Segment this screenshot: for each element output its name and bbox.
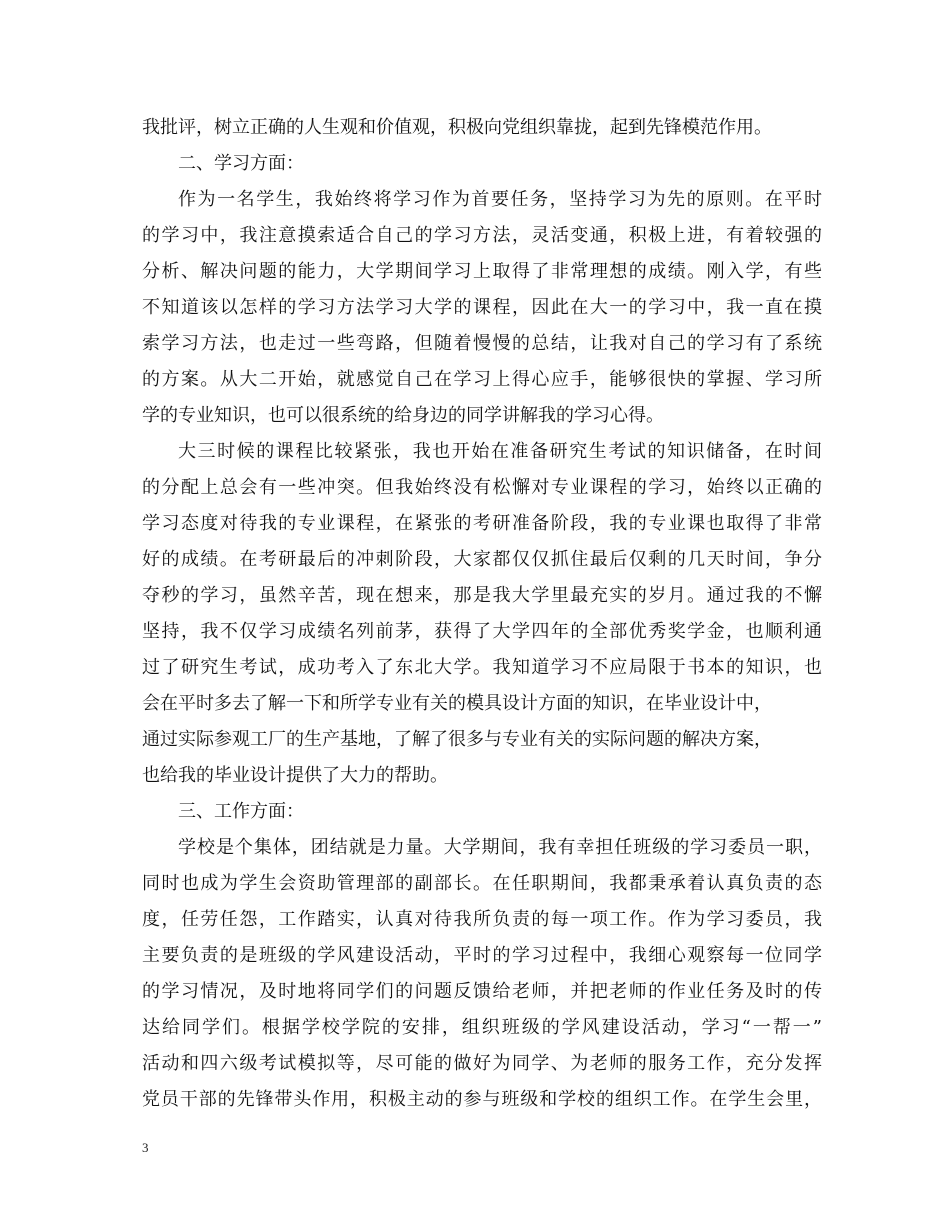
text-line: 的方案。从大二开始，就感觉自己在学习上得心应手，能够很快的掌握、学习所 (142, 369, 822, 390)
text-line: 学校是个集体，团结就是力量。大学期间，我有幸担任班级的学习委员一职， (178, 837, 822, 858)
text-line: 的分配上总会有一些冲突。但我始终没有松懈对专业课程的学习，始终以正确的 (142, 477, 822, 498)
text-line: 学习态度对待我的专业课程，在紧张的考研准备阶段，我的专业课也取得了非常 (142, 513, 822, 534)
section-heading-work: 三、工作方面： (178, 801, 304, 822)
text-line: 达给同学们。根据学校学院的安排，组织班级的学风建设活动，学习“一帮一” (142, 1017, 822, 1038)
text-line: 不知道该以怎样的学习方法学习大学的课程，因此在大一的学习中，我一直在摸 (142, 297, 822, 318)
text-line: 大三时候的课程比较紧张，我也开始在准备研究生考试的知识储备，在时间 (178, 441, 822, 462)
text-line: 学的专业知识，也可以很系统的给身边的同学讲解我的学习心得。 (142, 405, 664, 426)
section-heading-study: 二、学习方面： (178, 153, 304, 174)
text-line: 坚持，我不仅学习成绩名列前茅，获得了大学四年的全部优秀奖学金，也顺利通 (142, 621, 822, 642)
text-line: 的学习情况，及时地将同学们的问题反馈给老师，并把老师的作业任务及时的传 (142, 981, 822, 1002)
text-line: 同时也成为学生会资助管理部的副部长。在任职期间，我都秉承着认真负责的态 (142, 873, 822, 894)
text-line: 党员干部的先锋带头作用，积极主动的参与班级和学校的组织工作。在学生会里， (142, 1089, 822, 1110)
text-line: 作为一名学生，我始终将学习作为首要任务，坚持学习为先的原则。在平时 (178, 189, 822, 210)
text-line: 度，任劳任怨，工作踏实，认真对待我所负责的每一项工作。作为学习委员，我 (142, 909, 822, 930)
text-line: 活动和四六级考试模拟等，尽可能的做好为同学、为老师的服务工作，充分发挥 (142, 1053, 822, 1074)
text-line: 过了研究生考试，成功考入了东北大学。我知道学习不应局限于书本的知识，也 (142, 657, 822, 678)
text-line: 也给我的毕业设计提供了大力的帮助。 (142, 765, 448, 786)
text-line: 我批评，树立正确的人生观和价值观，积极向党组织靠拢，起到先锋模范作用。 (142, 117, 772, 138)
text-line: 通过实际参观工厂的生产基地，了解了很多与专业有关的实际问题的解决方案， (142, 729, 772, 750)
text-line: 好的成绩。在考研最后的冲刺阶段，大家都仅仅抓住最后仅剩的几天时间，争分 (142, 549, 822, 570)
text-line: 索学习方法，也走过一些弯路，但随着慢慢的总结，让我对自己的学习有了系统 (142, 333, 822, 354)
text-line: 的学习中，我注意摸索适合自己的学习方法，灵活变通，积极上进，有着较强的 (142, 225, 822, 246)
text-line: 主要负责的是班级的学风建设活动，平时的学习过程中，我细心观察每一位同学 (142, 945, 822, 966)
text-line: 分析、解决问题的能力，大学期间学习上取得了非常理想的成绩。刚入学，有些 (142, 261, 822, 282)
page-number: 3 (142, 1140, 149, 1155)
text-line: 夺秒的学习，虽然辛苦，现在想来，那是我大学里最充实的岁月。通过我的不懈 (142, 585, 822, 606)
text-line: 会在平时多去了解一下和所学专业有关的模具设计方面的知识，在毕业设计中， (142, 693, 772, 714)
